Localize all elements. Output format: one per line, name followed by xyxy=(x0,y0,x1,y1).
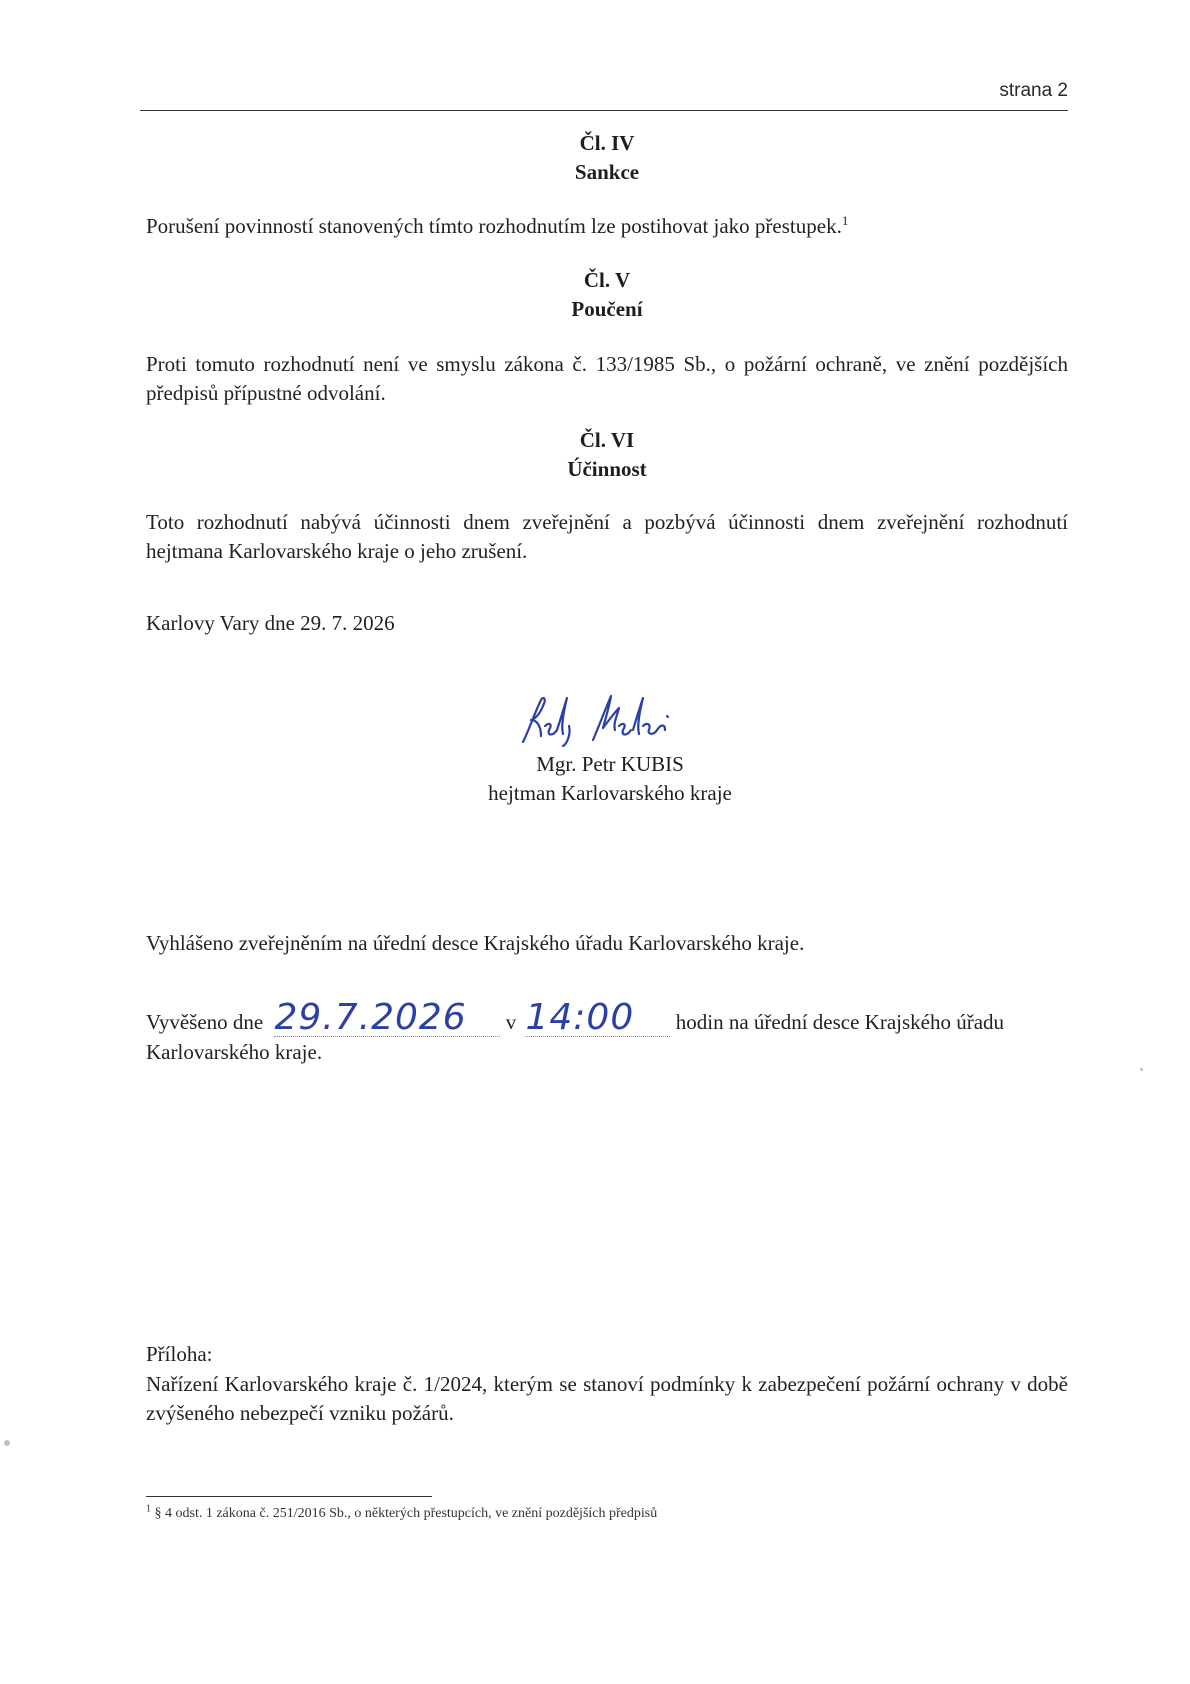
footnote-text: § 4 odst. 1 zákona č. 251/2016 Sb., o některých přestupcích, ve znění pozdějších předpisů xyxy=(154,1506,658,1521)
section-iv-number: Čl. IV xyxy=(579,131,635,155)
handwritten-signature xyxy=(515,690,695,750)
section-iv-text xyxy=(146,212,1068,241)
attachment-label: Příloha: xyxy=(146,1342,213,1366)
scan-speck xyxy=(4,1440,10,1446)
attachment-text: Nařízení Karlovarského kraje č. 1/2024, kterým se stanoví podmínky k zabezpečení požární ochrany v době zvýšeného nebezpečí vzniku požárů. xyxy=(146,1372,1068,1425)
section-iv-text-body: Porušení povinností stanovených tímto rozhodnutím lze postihovat jako přestupek. xyxy=(146,214,842,238)
footnote-marker: 1 xyxy=(146,1503,151,1515)
posting-time-handwritten: 14:00 xyxy=(525,997,635,1038)
footnote-rule xyxy=(146,1496,432,1497)
footnote-ref: 1 xyxy=(841,213,849,228)
section-v-number: Čl. V xyxy=(583,268,631,292)
signatory-role: hejtman Karlovarského kraje xyxy=(488,781,732,805)
section-iv-title: Sankce xyxy=(574,160,640,184)
footnote xyxy=(146,1503,1068,1522)
posting-line xyxy=(146,997,1068,1038)
header-rule xyxy=(140,110,1068,111)
posting-suffix: hodin na úřední desce Krajského úřadu xyxy=(675,1010,1005,1034)
place-date: Karlovy Vary dne 29. 7. 2026 xyxy=(146,611,395,635)
page-number: strana 2 xyxy=(999,80,1068,101)
posting-prefix: Vyvěšeno dne xyxy=(146,1010,264,1034)
section-vi-number: Čl. VI xyxy=(579,428,635,452)
posting-date-handwritten: 29.7.2026 xyxy=(274,997,467,1038)
section-v-title: Poučení xyxy=(571,297,643,321)
section-vi-text: Toto rozhodnutí nabývá účinnosti dnem zveřejnění a pozbývá účinnosti dnem zveřejnění rozhodnutí hejtmana Karlovarského kraje o jeho zrušení. xyxy=(146,510,1068,563)
announcement: Vyhlášeno zveřejněním na úřední desce Krajského úřadu Karlovarského kraje. xyxy=(146,931,805,955)
scan-speck xyxy=(1140,1068,1143,1071)
section-vi-title: Účinnost xyxy=(567,457,647,481)
posting-time-field xyxy=(525,997,670,1038)
posting-date-field xyxy=(274,997,500,1038)
posting-line-2: Karlovarského kraje. xyxy=(146,1040,323,1064)
section-v-text: Proti tomuto rozhodnutí není ve smyslu zákona č. 133/1985 Sb., o požární ochraně, ve znění pozdějších předpisů přípustné odvolání. xyxy=(146,352,1068,405)
signatory-name: Mgr. Petr KUBIS xyxy=(536,752,684,776)
posting-middle: v xyxy=(505,1010,517,1034)
